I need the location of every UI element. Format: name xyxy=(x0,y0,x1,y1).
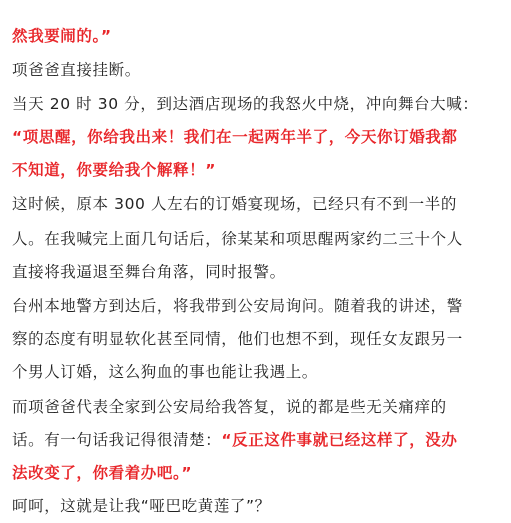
paragraph-line: 然我要闹的。” xyxy=(12,27,112,45)
paragraph-line: 察的态度有明显软化甚至同情，他们也想不到，现任女友跟另一 xyxy=(12,330,463,348)
plain-text: 话。有一句话我记得很清楚： xyxy=(12,431,222,449)
quote-text: “反正这件事就已经这样了，没办 xyxy=(221,431,458,449)
paragraph-line: 个男人订婚，这么狗血的事也能让我遇上。 xyxy=(12,363,318,381)
paragraph-line: 当天 20 时 30 分，到达酒店现场的我怒火中烧，冲向舞台大喊： xyxy=(12,95,479,113)
paragraph-line: 台州本地警方到达后，将我带到公安局询问。随着我的讲述，警 xyxy=(12,297,463,315)
quote-line: 法改变了，你看着办吧。” xyxy=(12,464,193,482)
paragraph-line: 这时候，原本 300 人左右的订婚宴现场，已经只有不到一半的 xyxy=(12,195,457,213)
paragraph-line: 呵呵，这就是让我“哑巴吃黄莲了”？ xyxy=(12,497,271,515)
paragraph-line: 人。在我喊完上面几句话后，徐某某和项思醒两家约二三十个人 xyxy=(12,230,463,248)
quote-line: “项思醒，你给我出来！我们在一起两年半了，今天你订婚我都 xyxy=(12,128,458,146)
paragraph-line: 直接将我逼退至舞台角落，同时报警。 xyxy=(12,263,286,281)
quote-line: 不知道，你要给我个解释！” xyxy=(12,161,216,179)
paragraph-line: 项爸爸直接挂断。 xyxy=(12,61,141,79)
paragraph-line-mixed xyxy=(12,430,458,450)
paragraph-line: 而项爸爸代表全家到公安局给我答复，说的都是些无关痛痒的 xyxy=(12,398,447,416)
